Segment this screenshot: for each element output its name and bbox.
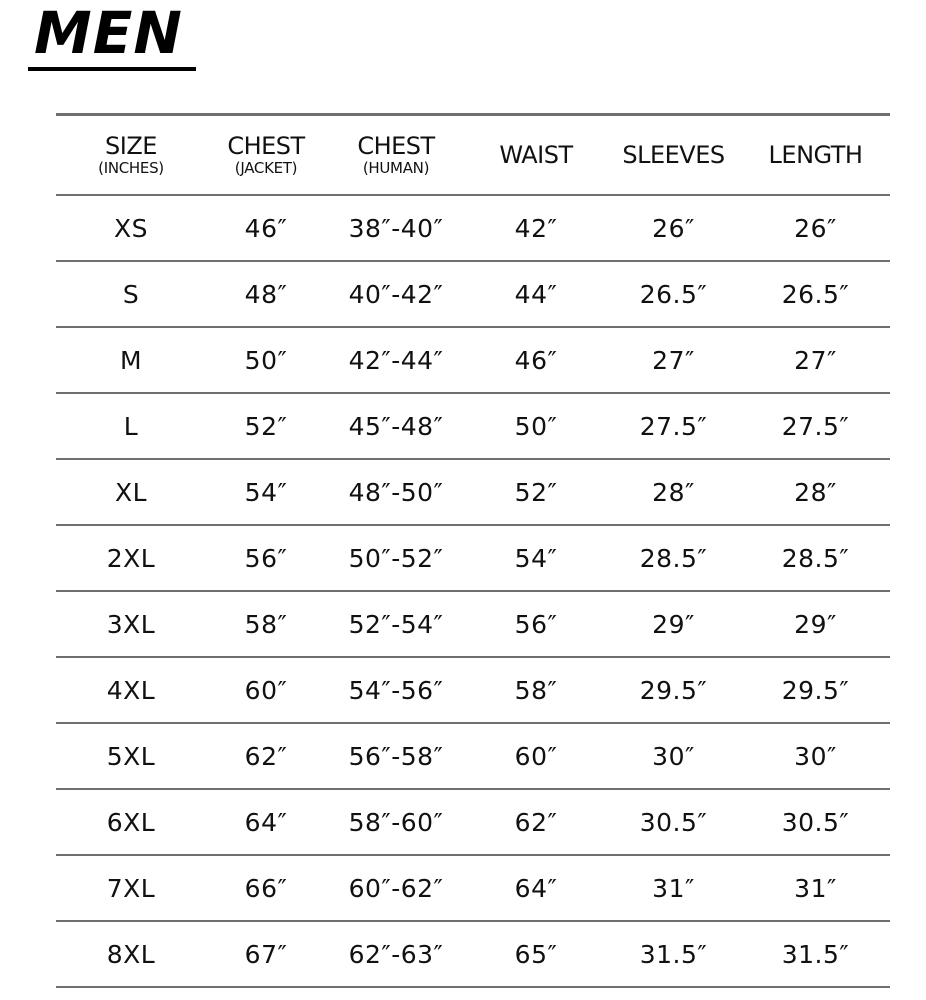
cell-waist: 64″	[466, 855, 606, 921]
cell-chest-jacket: 58″	[206, 591, 326, 657]
cell-length: 27″	[741, 327, 890, 393]
cell-length: 28.5″	[741, 525, 890, 591]
page-title: MEN	[34, 0, 183, 67]
cell-chest-human: 40″-42″	[326, 261, 466, 327]
cell-sleeves: 30″	[606, 723, 741, 789]
cell-waist: 50″	[466, 393, 606, 459]
header-chest-jacket	[206, 115, 326, 196]
header-chest-jacket-sub: (JACKET)	[234, 159, 298, 177]
cell-size: XS	[56, 195, 206, 261]
cell-length: 30″	[741, 723, 890, 789]
cell-chest-human: 60″-62″	[326, 855, 466, 921]
cell-size: 8XL	[56, 921, 206, 987]
cell-size: 4XL	[56, 657, 206, 723]
header-size	[56, 115, 206, 196]
cell-size: S	[56, 261, 206, 327]
cell-size: M	[56, 327, 206, 393]
cell-length: 30.5″	[741, 789, 890, 855]
header-sleeves-label: SLEEVES	[622, 141, 725, 169]
cell-length: 27.5″	[741, 393, 890, 459]
cell-sleeves: 27.5″	[606, 393, 741, 459]
size-chart-table	[56, 113, 890, 988]
cell-sleeves: 29″	[606, 591, 741, 657]
cell-length: 31″	[741, 855, 890, 921]
title-underline	[28, 67, 196, 71]
table-row	[56, 657, 890, 723]
cell-length: 28″	[741, 459, 890, 525]
cell-sleeves: 28.5″	[606, 525, 741, 591]
cell-chest-jacket: 50″	[206, 327, 326, 393]
cell-chest-human: 50″-52″	[326, 525, 466, 591]
cell-chest-jacket: 62″	[206, 723, 326, 789]
cell-chest-jacket: 54″	[206, 459, 326, 525]
cell-waist: 60″	[466, 723, 606, 789]
cell-size: L	[56, 393, 206, 459]
table-row	[56, 459, 890, 525]
header-row	[56, 115, 890, 196]
cell-sleeves: 31″	[606, 855, 741, 921]
header-chest-jacket-label: CHEST	[227, 132, 305, 160]
header-length	[741, 115, 890, 196]
table-body	[56, 195, 890, 987]
header-waist-label: WAIST	[499, 141, 573, 169]
header-chest-human	[326, 115, 466, 196]
table-row	[56, 921, 890, 987]
table-row	[56, 789, 890, 855]
table-header	[56, 115, 890, 196]
cell-size: 6XL	[56, 789, 206, 855]
cell-chest-human: 52″-54″	[326, 591, 466, 657]
table-row	[56, 591, 890, 657]
table-row	[56, 261, 890, 327]
cell-chest-jacket: 60″	[206, 657, 326, 723]
cell-sleeves: 31.5″	[606, 921, 741, 987]
cell-sleeves: 28″	[606, 459, 741, 525]
header-size-unit: (INCHES)	[98, 159, 164, 177]
table-row	[56, 327, 890, 393]
cell-waist: 62″	[466, 789, 606, 855]
cell-sleeves: 26″	[606, 195, 741, 261]
cell-length: 29.5″	[741, 657, 890, 723]
cell-size: XL	[56, 459, 206, 525]
header-waist	[466, 115, 606, 196]
cell-chest-jacket: 48″	[206, 261, 326, 327]
cell-chest-human: 54″-56″	[326, 657, 466, 723]
cell-chest-jacket: 46″	[206, 195, 326, 261]
cell-waist: 42″	[466, 195, 606, 261]
header-size-label: SIZE	[105, 132, 157, 160]
cell-length: 26.5″	[741, 261, 890, 327]
cell-waist: 46″	[466, 327, 606, 393]
cell-chest-human: 58″-60″	[326, 789, 466, 855]
cell-length: 29″	[741, 591, 890, 657]
cell-length: 31.5″	[741, 921, 890, 987]
header-length-label: LENGTH	[768, 141, 863, 169]
cell-chest-jacket: 56″	[206, 525, 326, 591]
table-row	[56, 393, 890, 459]
cell-sleeves: 30.5″	[606, 789, 741, 855]
cell-chest-human: 56″-58″	[326, 723, 466, 789]
cell-chest-jacket: 52″	[206, 393, 326, 459]
cell-sleeves: 27″	[606, 327, 741, 393]
table-row	[56, 855, 890, 921]
cell-waist: 56″	[466, 591, 606, 657]
cell-waist: 44″	[466, 261, 606, 327]
table-row	[56, 723, 890, 789]
cell-size: 3XL	[56, 591, 206, 657]
cell-chest-human: 42″-44″	[326, 327, 466, 393]
cell-size: 5XL	[56, 723, 206, 789]
cell-chest-jacket: 67″	[206, 921, 326, 987]
cell-size: 2XL	[56, 525, 206, 591]
cell-waist: 65″	[466, 921, 606, 987]
cell-waist: 58″	[466, 657, 606, 723]
cell-chest-human: 62″-63″	[326, 921, 466, 987]
cell-waist: 54″	[466, 525, 606, 591]
cell-size: 7XL	[56, 855, 206, 921]
cell-sleeves: 29.5″	[606, 657, 741, 723]
header-chest-human-sub: (HUMAN)	[362, 159, 430, 177]
cell-chest-human: 45″-48″	[326, 393, 466, 459]
cell-sleeves: 26.5″	[606, 261, 741, 327]
header-chest-human-label: CHEST	[357, 132, 435, 160]
cell-waist: 52″	[466, 459, 606, 525]
table-row	[56, 525, 890, 591]
header-sleeves	[606, 115, 741, 196]
cell-chest-human: 38″-40″	[326, 195, 466, 261]
cell-chest-jacket: 64″	[206, 789, 326, 855]
table-row	[56, 195, 890, 261]
cell-chest-human: 48″-50″	[326, 459, 466, 525]
cell-length: 26″	[741, 195, 890, 261]
cell-chest-jacket: 66″	[206, 855, 326, 921]
